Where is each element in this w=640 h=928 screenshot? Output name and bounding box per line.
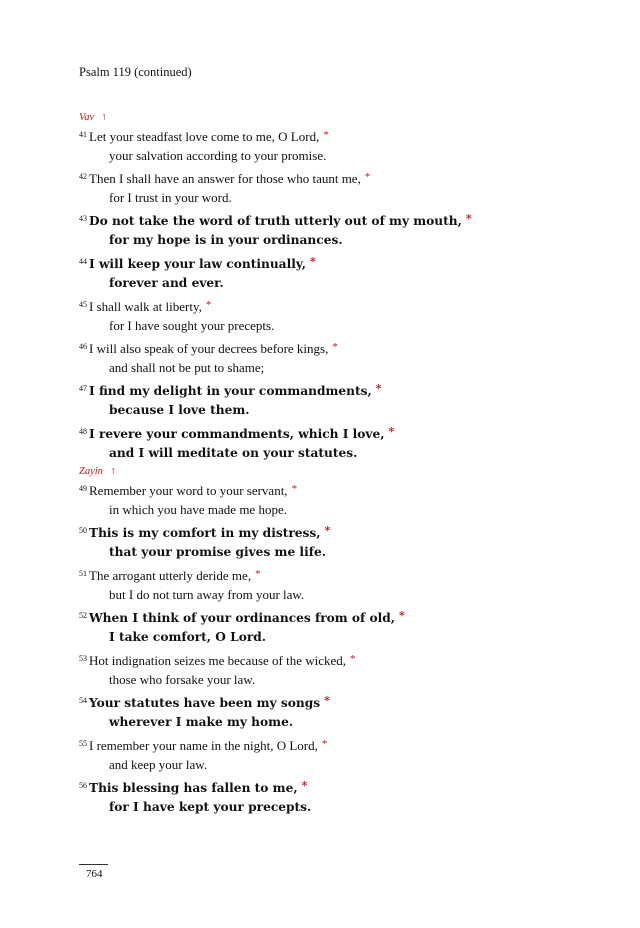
verse xyxy=(79,167,579,207)
verse xyxy=(79,209,579,250)
verse-number: 54 xyxy=(79,696,87,705)
psalm-text xyxy=(79,111,579,819)
section-name: Vav xyxy=(79,112,95,123)
verse xyxy=(79,422,579,463)
hebrew-letter: ז xyxy=(111,466,115,477)
asterisk-mark: * xyxy=(375,382,382,395)
page-number: 764 xyxy=(86,868,103,880)
verse xyxy=(79,521,579,562)
verse-line2: in which you have made me hope. xyxy=(109,502,287,517)
verse-line2: that your promise gives me life. xyxy=(109,545,326,559)
verse-line2: your salvation according to your promise. xyxy=(109,148,327,163)
verse xyxy=(79,734,579,774)
verse-number: 47 xyxy=(79,384,87,393)
verse xyxy=(79,691,579,732)
asterisk-mark: * xyxy=(310,255,316,268)
verse-number: 42 xyxy=(79,172,87,181)
verse-line1: I find my delight in your commandments, xyxy=(89,384,372,398)
verse xyxy=(79,564,579,604)
verse-line2: because I love them. xyxy=(109,403,250,417)
verse-line2: I take comfort, O Lord. xyxy=(109,630,267,644)
verse-line1: Let your steadfast love come to me, O Lord, xyxy=(89,129,320,144)
asterisk-mark: * xyxy=(399,609,405,622)
verse xyxy=(79,125,579,165)
section-name: Zayin xyxy=(79,466,103,477)
verse-line1: This blessing has fallen to me, xyxy=(89,781,298,795)
verse xyxy=(79,252,579,293)
verse xyxy=(79,606,579,647)
verse-line1: Then I shall have an answer for those who taunt me, xyxy=(89,171,361,186)
asterisk-mark: * xyxy=(324,694,330,707)
verse-line1: The arrogant utterly deride me, xyxy=(89,568,252,583)
hebrew-letter: ו xyxy=(103,112,106,123)
verse-line1: I revere your commandments, which I love, xyxy=(89,427,385,441)
asterisk-mark: * xyxy=(350,653,356,665)
verse-number: 53 xyxy=(79,654,87,663)
verse-line2: for I have sought your precepts. xyxy=(109,318,275,333)
verse-line1: This is my comfort in my distress, xyxy=(89,526,321,540)
verse-line2: and I will meditate on your statutes. xyxy=(109,446,358,460)
verse-line2: for I have kept your precepts. xyxy=(109,800,312,814)
verse-line1: Hot indignation seizes me because of the wicked, xyxy=(89,653,347,668)
verse-line2: but I do not turn away from your law. xyxy=(109,587,305,602)
verse-number: 49 xyxy=(79,484,87,493)
verse-number: 45 xyxy=(79,300,87,309)
asterisk-mark: * xyxy=(323,129,329,141)
section-heading-vav xyxy=(79,111,579,125)
asterisk-mark: * xyxy=(332,341,338,353)
verse-number: 56 xyxy=(79,781,87,790)
verse xyxy=(79,479,579,519)
verse-line2: and keep your law. xyxy=(109,757,208,772)
verse-line1: I remember your name in the night, O Lord, xyxy=(89,738,318,753)
verse xyxy=(79,776,579,817)
asterisk-mark: * xyxy=(291,483,298,495)
verse-number: 52 xyxy=(79,611,87,620)
asterisk-mark: * xyxy=(388,425,395,438)
verse xyxy=(79,295,579,335)
verse-line1: Do not take the word of truth utterly out of my mouth, xyxy=(89,214,462,228)
verse xyxy=(79,379,579,420)
asterisk-mark: * xyxy=(301,779,308,792)
verse-number: 44 xyxy=(79,257,87,266)
asterisk-mark: * xyxy=(324,524,331,537)
verse-line2: those who forsake your law. xyxy=(109,672,256,687)
verse xyxy=(79,337,579,377)
verse-number: 43 xyxy=(79,214,87,223)
verse-line1: When I think of your ordinances from of old, xyxy=(89,611,396,625)
asterisk-mark: * xyxy=(364,171,371,183)
verse-number: 48 xyxy=(79,427,87,436)
asterisk-mark: * xyxy=(255,568,261,580)
verse-number: 46 xyxy=(79,342,87,351)
verse-line2: for I trust in your word. xyxy=(109,190,232,205)
verse-line1: Your statutes have been my songs xyxy=(89,696,321,710)
verse xyxy=(79,649,579,689)
section-heading-zayin xyxy=(79,465,579,479)
verse-line2: for my hope is in your ordinances. xyxy=(109,233,343,247)
asterisk-mark: * xyxy=(465,212,472,225)
verse-number: 41 xyxy=(79,130,87,139)
footer-rule xyxy=(79,864,108,865)
verse-line1: I will also speak of your decrees before kings, xyxy=(89,341,329,356)
verse-line2: forever and ever. xyxy=(109,276,224,290)
running-head: Psalm 119 (continued) xyxy=(79,65,192,79)
verse-number: 51 xyxy=(79,569,87,578)
verse-line2: wherever I make my home. xyxy=(109,715,294,729)
verse-line1: Remember your word to your servant, xyxy=(89,483,288,498)
asterisk-mark: * xyxy=(205,299,212,311)
verse-line1: I will keep your law continually, xyxy=(89,257,306,271)
asterisk-mark: * xyxy=(321,738,328,750)
verse-number: 50 xyxy=(79,526,87,535)
verse-line2: and shall not be put to shame; xyxy=(109,360,265,375)
verse-number: 55 xyxy=(79,739,87,748)
verse-line1: I shall walk at liberty, xyxy=(89,299,202,314)
